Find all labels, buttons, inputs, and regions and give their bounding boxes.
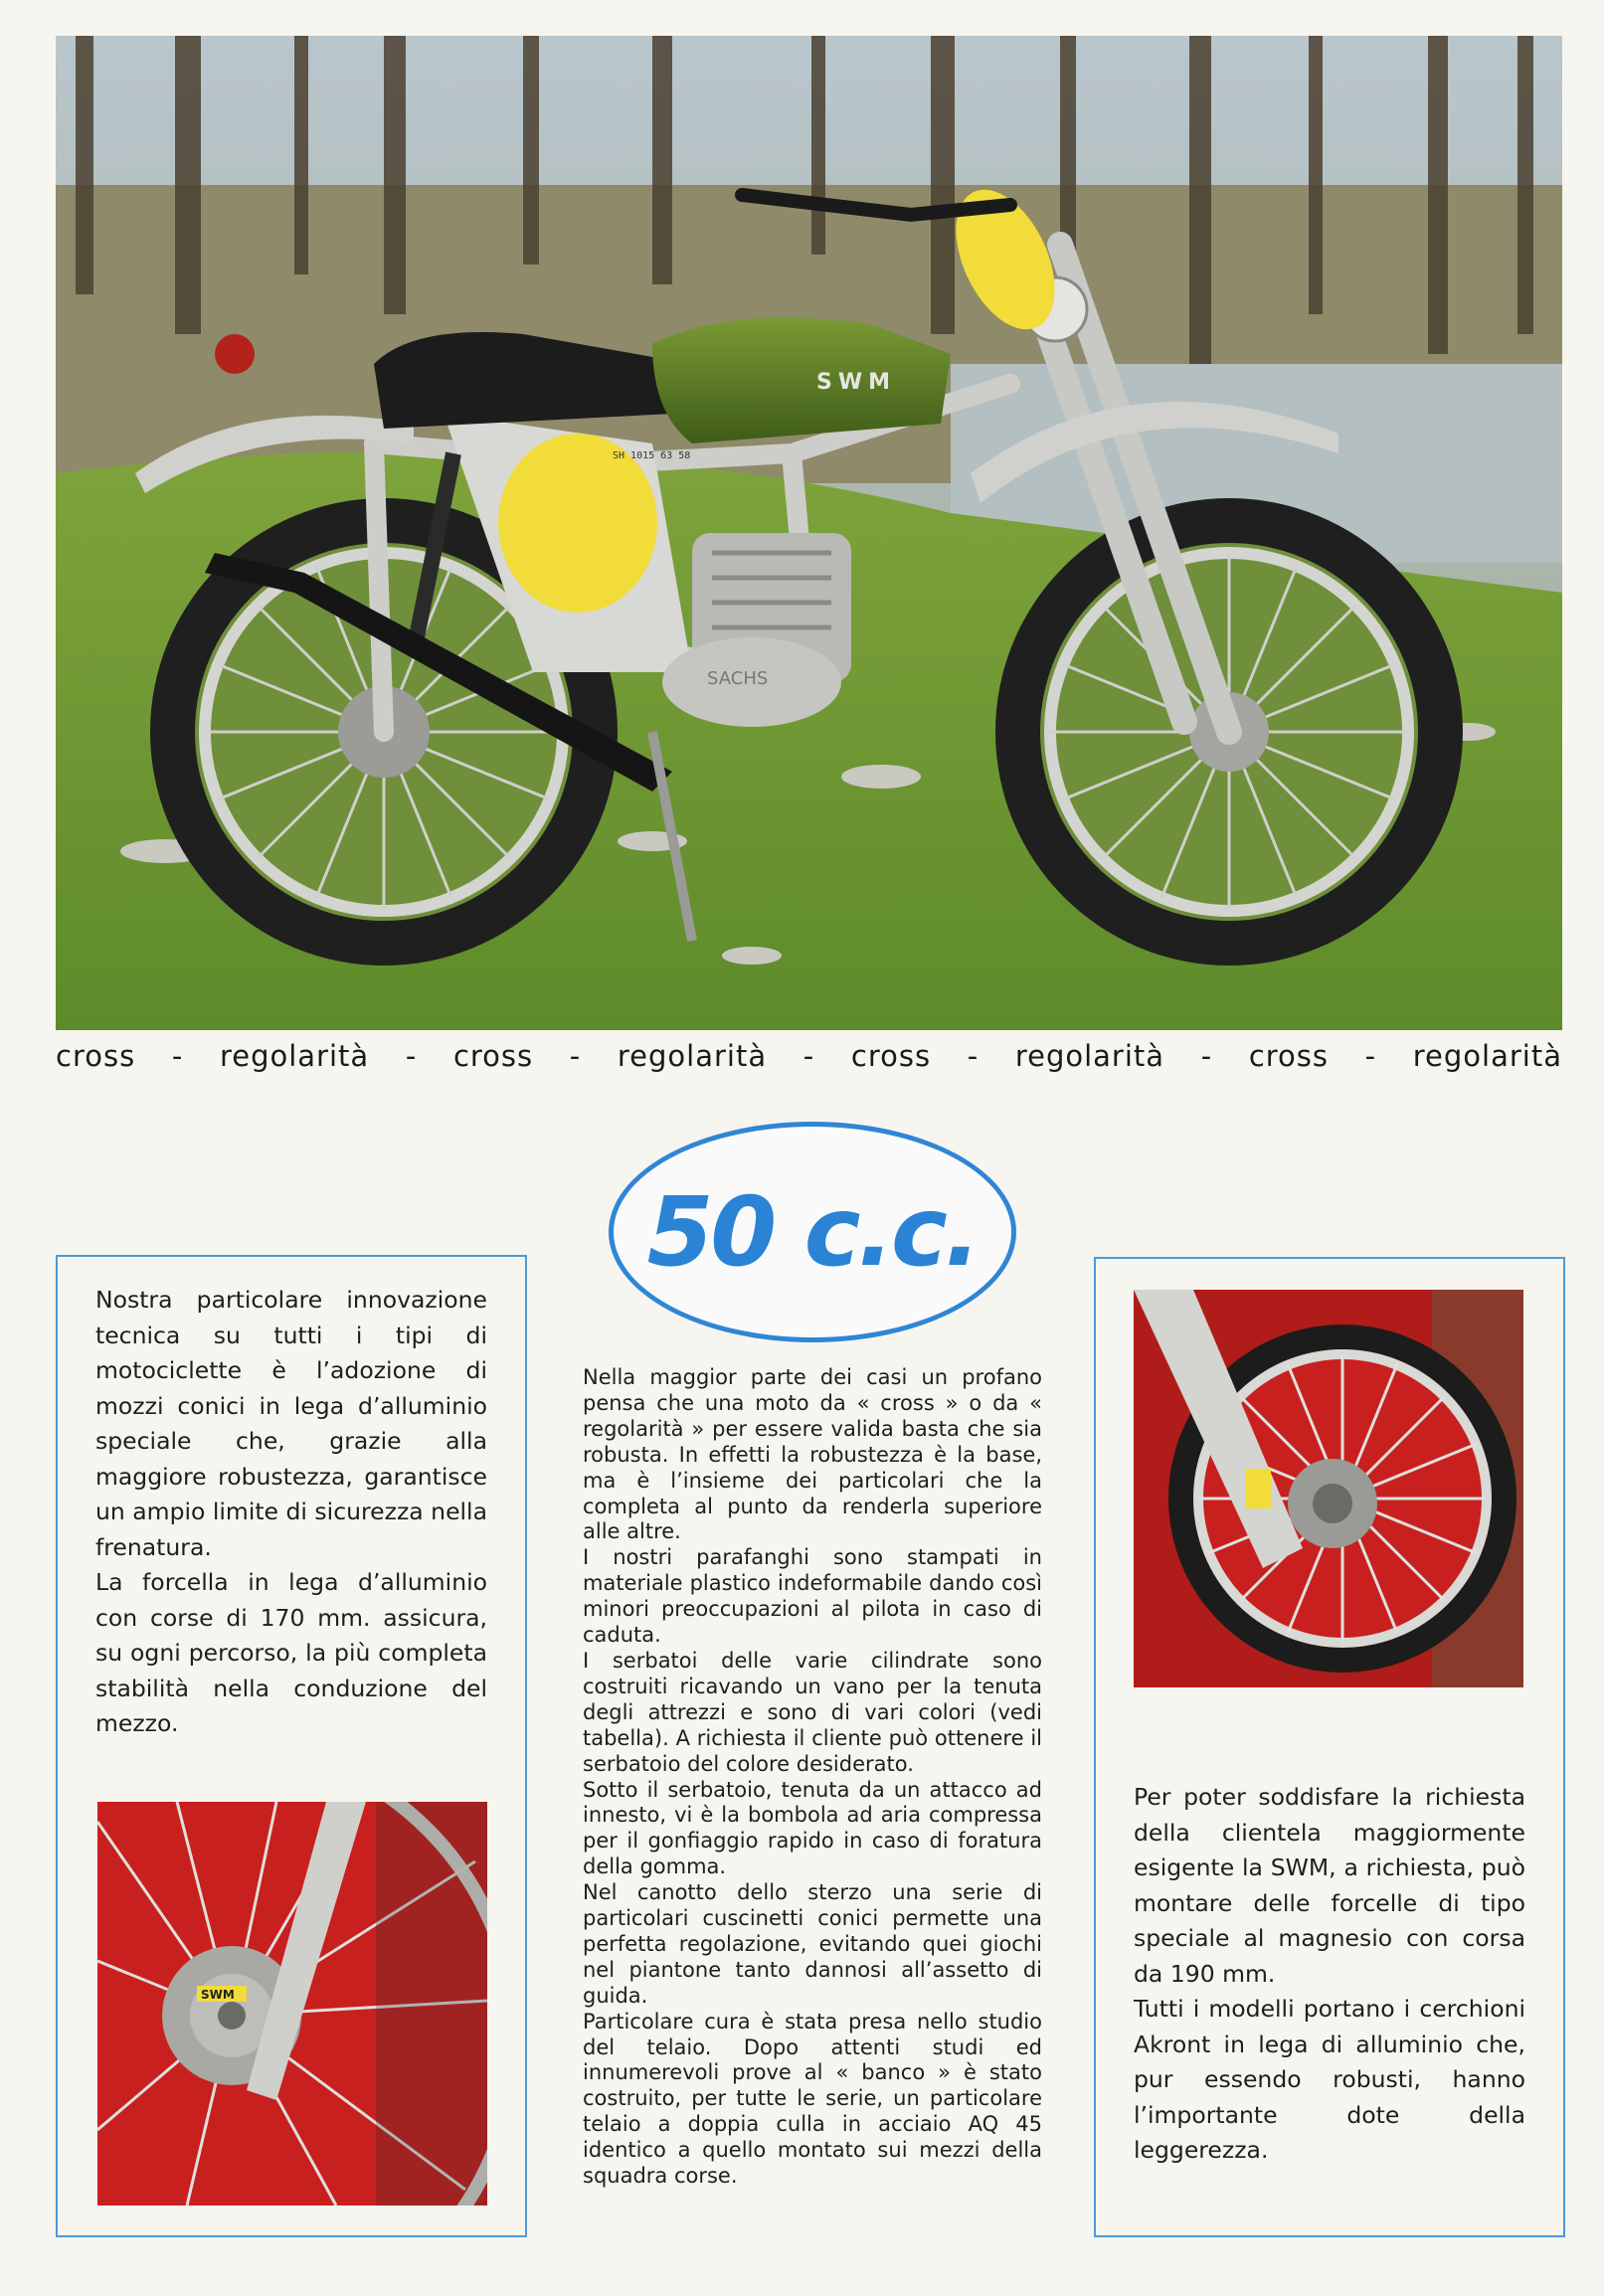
- middle-paragraph-steering: Nel canotto dello sterzo una serie di particolari cuscinetti conici permette una perfetta regolazione, evitando quei giochi nel piantone tanto dannosi all’assetto di guida.: [583, 1880, 1042, 2008]
- middle-paragraph-intro: Nella maggior parte dei casi un profano pensa che una moto da « cross » o da « regolarità » per essere valida basta che sia robusta. In effetti la robustezza è la base, ma è l’insieme dei particolari che la completa al punto da renderla superiore alle altre.: [583, 1365, 1042, 1544]
- hero-motorcycle-photo: [56, 36, 1562, 1030]
- tank-logo: SWM: [816, 370, 897, 395]
- tagline-word: cross: [850, 1039, 932, 1073]
- front-hub-photo: [1134, 1290, 1523, 1687]
- tagline: [56, 1030, 1562, 1082]
- tagline-separator: -: [1200, 1039, 1213, 1073]
- right-feature-text: [1134, 1780, 1525, 2169]
- displacement-badge: [609, 1122, 1016, 1342]
- motorcycle-illustration: [56, 36, 1562, 1030]
- middle-paragraph-tanks: I serbatoi delle varie cilindrate sono costruiti ricavando un vano per la tenuta degli attrezzi e sono di vari colori (vedi tabella). A richiesta il cliente può ottenere il serbatoio del colore desiderato.: [583, 1648, 1042, 1776]
- middle-paragraph-frame: Particolare cura è stata presa nello studio del telaio. Dopo attenti studi ed innumerevoli prove al « banco » è stato costruito, per tutte le serie, un particolare telaio a doppia culla in acciaio AQ 45 identico a quello montato sui mezzi della squadra corse.: [583, 2009, 1042, 2189]
- hub-closeup-illustration: [97, 1802, 487, 2206]
- middle-paragraph-air-bottle: Sotto il serbatoio, tenuta da un attacco ad innesto, vi è la bombola ad aria compressa per il gonfiaggio rapido in caso di foratura della gomma.: [583, 1777, 1042, 1879]
- tagline-word: regolarità: [219, 1039, 370, 1073]
- left-paragraph-hubs: Nostra particolare innovazione tecnica su tutti i tipi di motociclette è l’adozione di mozzi conici in lega d’alluminio speciale che, grazie alla maggiore robustezza, garantisce un ampio limite di sicurezza nella frenatura.: [95, 1286, 487, 1561]
- tagline-separator: -: [1364, 1039, 1377, 1073]
- hub-logo: SWM: [201, 1988, 235, 2002]
- front-wheel-illustration: [1134, 1290, 1523, 1687]
- left-feature-text: [95, 1283, 487, 1742]
- displacement-label: 50 c.c.: [646, 1176, 979, 1288]
- tagline-separator: -: [967, 1039, 980, 1073]
- middle-paragraph-fenders: I nostri parafanghi sono stampati in materiale plastico indeformabile dando così minori preoccupazioni al pilota in caso di caduta.: [583, 1545, 1042, 1648]
- tagline-separator: -: [802, 1039, 815, 1073]
- tagline-separator: -: [171, 1039, 184, 1073]
- tagline-word: regolarità: [1412, 1039, 1562, 1073]
- tagline-word: regolarità: [1014, 1039, 1165, 1073]
- tagline-word: cross: [1248, 1039, 1330, 1073]
- frame-number: SH 1015 63 58: [613, 450, 691, 461]
- right-paragraph-forks: Per poter soddisfare la richiesta della clientela maggiormente esigente la SWM, a richiesta, può montare delle forcelle di tipo speciale al magnesio con corsa da 190 mm.: [1134, 1783, 1525, 1988]
- middle-feature-text: [583, 1365, 1042, 2190]
- right-paragraph-rims: Tutti i modelli portano i cerchioni Akront in lega di alluminio che, pur essendo robusti, hanno l’importante dote della leggerezza.: [1134, 1995, 1525, 2164]
- left-paragraph-fork: La forcella in lega d’alluminio con corse di 170 mm. assicura, su ogni percorso, la più completa stabilità nella conduzione del mezzo.: [95, 1568, 487, 1737]
- tagline-word: regolarità: [617, 1039, 768, 1073]
- rear-hub-photo: [97, 1802, 487, 2206]
- engine-cover-text: SACHS: [707, 668, 769, 689]
- tagline-word: cross: [452, 1039, 534, 1073]
- tagline-separator: -: [569, 1039, 582, 1073]
- tagline-word: cross: [56, 1039, 136, 1073]
- tagline-separator: -: [405, 1039, 418, 1073]
